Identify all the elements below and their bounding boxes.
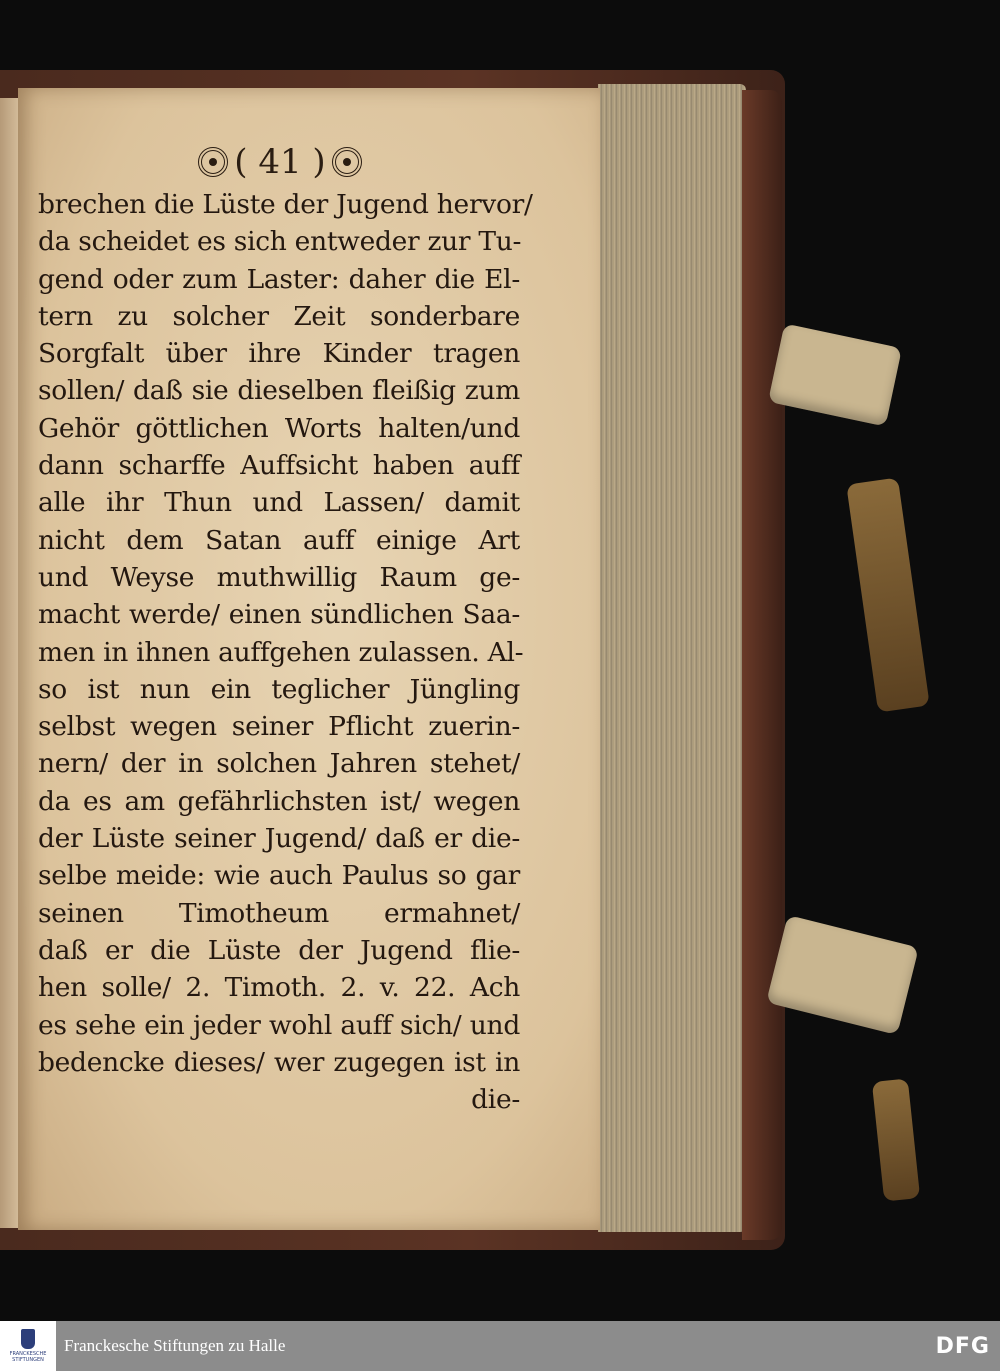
text-line: sollen/ daß sie dieselben fleißig zum — [38, 375, 520, 407]
logo-caption: FRANCKESCHE STIFTUNGEN — [9, 1351, 47, 1363]
text-line: da es am gefährlichsten ist/ wegen — [38, 785, 520, 817]
page-fore-edge — [598, 84, 746, 1232]
text-line: nicht dem Satan auff einige Art — [38, 524, 520, 556]
text-line: seinen Timotheum ermahnet/ — [38, 897, 520, 929]
page-number: ( 41 ) — [234, 142, 326, 182]
text-line: nern/ der in solchen Jahren stehet/ — [38, 748, 520, 780]
text-line: daß er die Lüste der Jugend flie- — [38, 934, 520, 966]
text-line: Sorgfalt über ihre Kinder tragen — [38, 338, 520, 370]
institution-name: Franckesche Stiftungen zu Halle — [64, 1336, 286, 1355]
text-line: und Weyse muthwillig Raum ge- — [38, 561, 520, 593]
text-line: hen solle/ 2. Timoth. 2. v. 22. Ach — [38, 972, 520, 1004]
catchword: die- — [471, 1084, 520, 1116]
text-line: da scheidet es sich entweder zur Tu- — [38, 226, 522, 258]
text-line: brechen die Lüste der Jugend hervor/ — [38, 189, 533, 220]
clasp-strap-top — [768, 323, 902, 426]
text-line: men in ihnen auffgehen zulassen. Al- — [38, 636, 524, 668]
text-line: bedencke dieses/ wer zugegen ist in — [38, 1046, 520, 1078]
text-line: dann scharffe Auffsicht haben auff — [38, 450, 520, 482]
dfg-logo[interactable]: DFG — [935, 1333, 990, 1359]
text-line: so ist nun ein teglicher Jüngling — [38, 673, 520, 705]
text-line: macht werde/ einen sündlichen Saa- — [38, 599, 520, 631]
rosette-ornament-icon — [198, 147, 228, 177]
franckesche-stiftungen-logo[interactable] — [0, 1321, 56, 1371]
text-line: Gehör göttlichen Worts halten/und — [38, 412, 520, 444]
clasp-hook-bottom — [872, 1078, 920, 1201]
clasp-strap-bottom — [766, 915, 919, 1035]
clasp-hook-top — [846, 478, 930, 713]
text-line: der Lüste seiner Jugend/ daß er die- — [38, 823, 520, 855]
page-text — [38, 186, 533, 1118]
page-header — [180, 140, 380, 184]
institution-logo-icon — [21, 1329, 35, 1349]
viewer-footer — [0, 1321, 1000, 1371]
text-line: es sehe ein jeder wohl auff sich/ und — [38, 1009, 520, 1041]
text-line: selbe meide: wie auch Paulus so gar — [38, 860, 520, 892]
rosette-ornament-icon — [332, 147, 362, 177]
text-line: tern zu solcher Zeit sonderbare — [38, 300, 520, 332]
cover-edge — [742, 90, 782, 1240]
text-line: alle ihr Thun und Lassen/ damit — [38, 487, 520, 519]
text-line: gend oder zum Laster: daher die El- — [38, 263, 520, 295]
text-line: selbst wegen seiner Pflicht zuerin- — [38, 711, 520, 743]
